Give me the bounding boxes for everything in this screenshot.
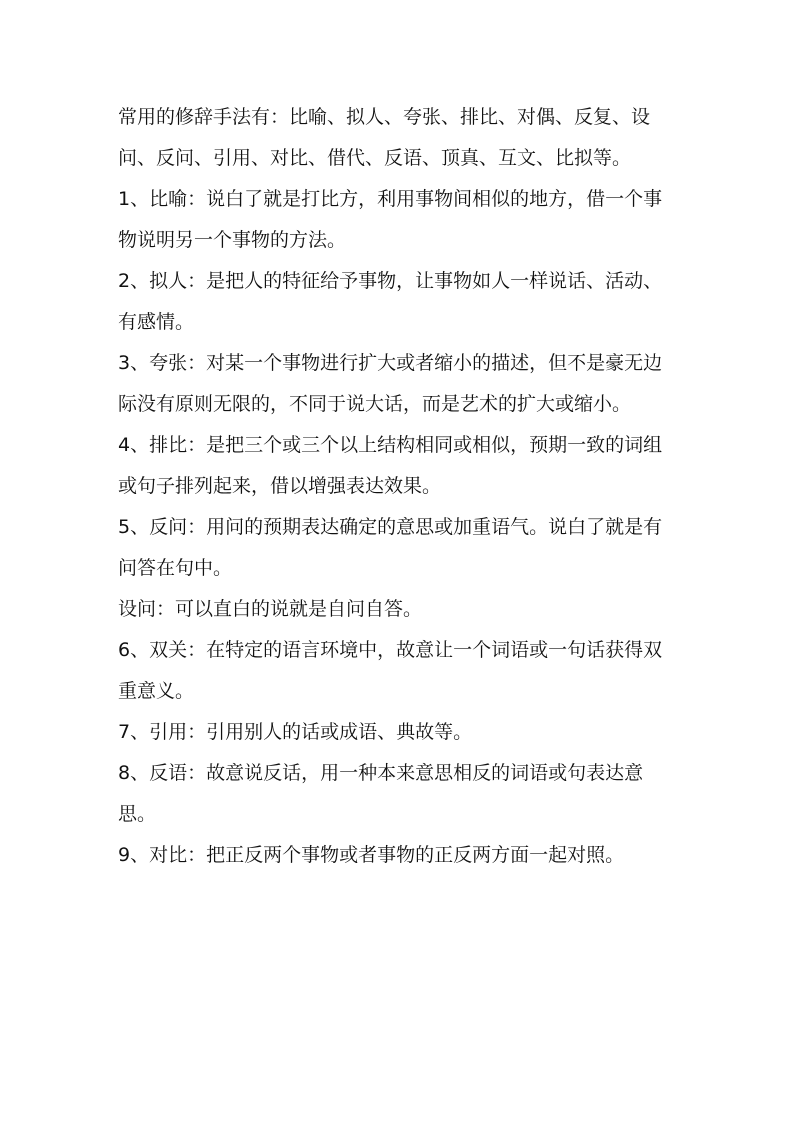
item-parallelism: 4、排比：是把三个或三个以上结构相同或相似，预期一致的词组或句子排列起来，借以增强表达效果。 xyxy=(118,434,663,497)
item-metaphor: 1、比喻：说白了就是打比方，利用事物间相似的地方，借一个事物说明另一个事物的方法。 xyxy=(118,188,663,251)
document-body xyxy=(118,97,678,876)
item-personification: 2、拟人：是把人的特征给予事物，让事物如人一样说话、活动、有感情。 xyxy=(118,270,663,333)
intro-paragraph: 常用的修辞手法有：比喻、拟人、夸张、排比、对偶、反复、设问、反问、引用、对比、借代、反语、顶真、互文、比拟等。 xyxy=(118,106,651,169)
item-rhetorical-question: 5、反问：用问的预期表达确定的意思或加重语气。说白了就是有问答在句中。 xyxy=(118,516,663,579)
item-contrast: 9、对比：把正反两个事物或者事物的正反两方面一起对照。 xyxy=(118,844,625,866)
item-quotation: 7、引用：引用别人的话或成语、典故等。 xyxy=(118,721,473,743)
item-exaggeration: 3、夸张：对某一个事物进行扩大或者缩小的描述，但不是豪无边际没有原则无限的，不同于说大话，而是艺术的扩大或缩小。 xyxy=(118,352,663,415)
item-pun: 6、双关：在特定的语言环境中，故意让一个词语或一句话获得双重意义。 xyxy=(118,639,663,702)
item-irony: 8、反语：故意说反话，用一种本来意思相反的词语或句表达意思。 xyxy=(118,762,644,825)
item-self-question: 设问：可以直白的说就是自问自答。 xyxy=(118,598,423,620)
